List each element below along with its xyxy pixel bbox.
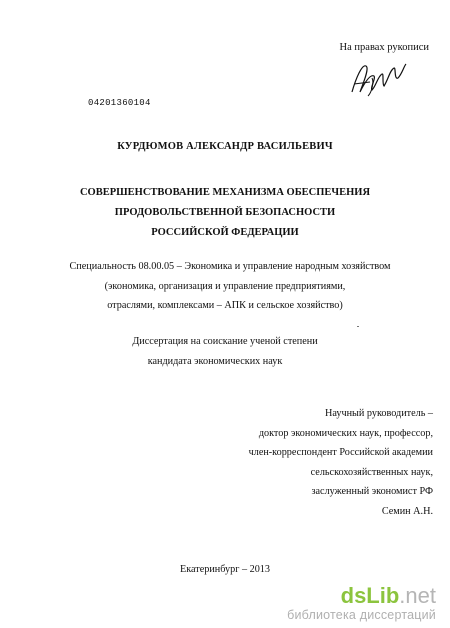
advisor-block xyxy=(249,404,433,521)
specialty-line: Специальность 08.00.05 – Экономика и управление народным хозяйством xyxy=(69,261,391,272)
watermark-brand xyxy=(287,584,436,608)
advisor-line: Научный руководитель – xyxy=(325,408,433,419)
watermark-logo xyxy=(287,584,436,622)
advisor-line: заслуженный экономист РФ xyxy=(311,486,433,497)
advisor-line: сельскохозяйственных наук, xyxy=(310,466,433,478)
specialty-line: (экономика, организация и управление предприятиями, xyxy=(104,280,346,292)
watermark-subtitle: библиотека диссертаций xyxy=(287,608,436,622)
document-code: 04201360104 xyxy=(88,98,151,108)
author-name: КУРДЮМОВ АЛЕКСАНДР ВАСИЛЬЕВИЧ xyxy=(117,141,333,152)
watermark-brand-main: dsLib xyxy=(340,583,400,608)
title-line: ПРОДОВОЛЬСТВЕННОЙ БЕЗОПАСНОСТИ xyxy=(114,207,336,218)
advisor-name: Семин А.Н. xyxy=(381,505,433,517)
watermark-brand-tld: .net xyxy=(399,583,436,608)
advisor-line: доктор экономических наук, профессор, xyxy=(258,427,433,439)
handwritten-signature xyxy=(348,56,410,100)
title-line: СОВЕРШЕНСТВОВАНИЕ МЕХАНИЗМА ОБЕСПЕЧЕНИЯ xyxy=(79,187,371,198)
specialty-line: отраслями, комплексами – АПК и сельское хозяйство) xyxy=(107,300,343,311)
degree-block xyxy=(0,332,450,371)
degree-line: Диссертация на соискание ученой степени xyxy=(132,336,318,347)
speck xyxy=(357,326,359,327)
degree-line: кандидата экономических наук xyxy=(147,355,283,367)
rights-note: На правах рукописи xyxy=(339,42,429,53)
title-line: РОССИЙСКОЙ ФЕДЕРАЦИИ xyxy=(151,227,299,238)
city-year: Екатеринбург – 2013 xyxy=(180,564,270,575)
dissertation-title xyxy=(0,183,450,243)
advisor-line: член-корреспондент Российской академии xyxy=(248,447,433,458)
specialty-block xyxy=(0,257,450,316)
